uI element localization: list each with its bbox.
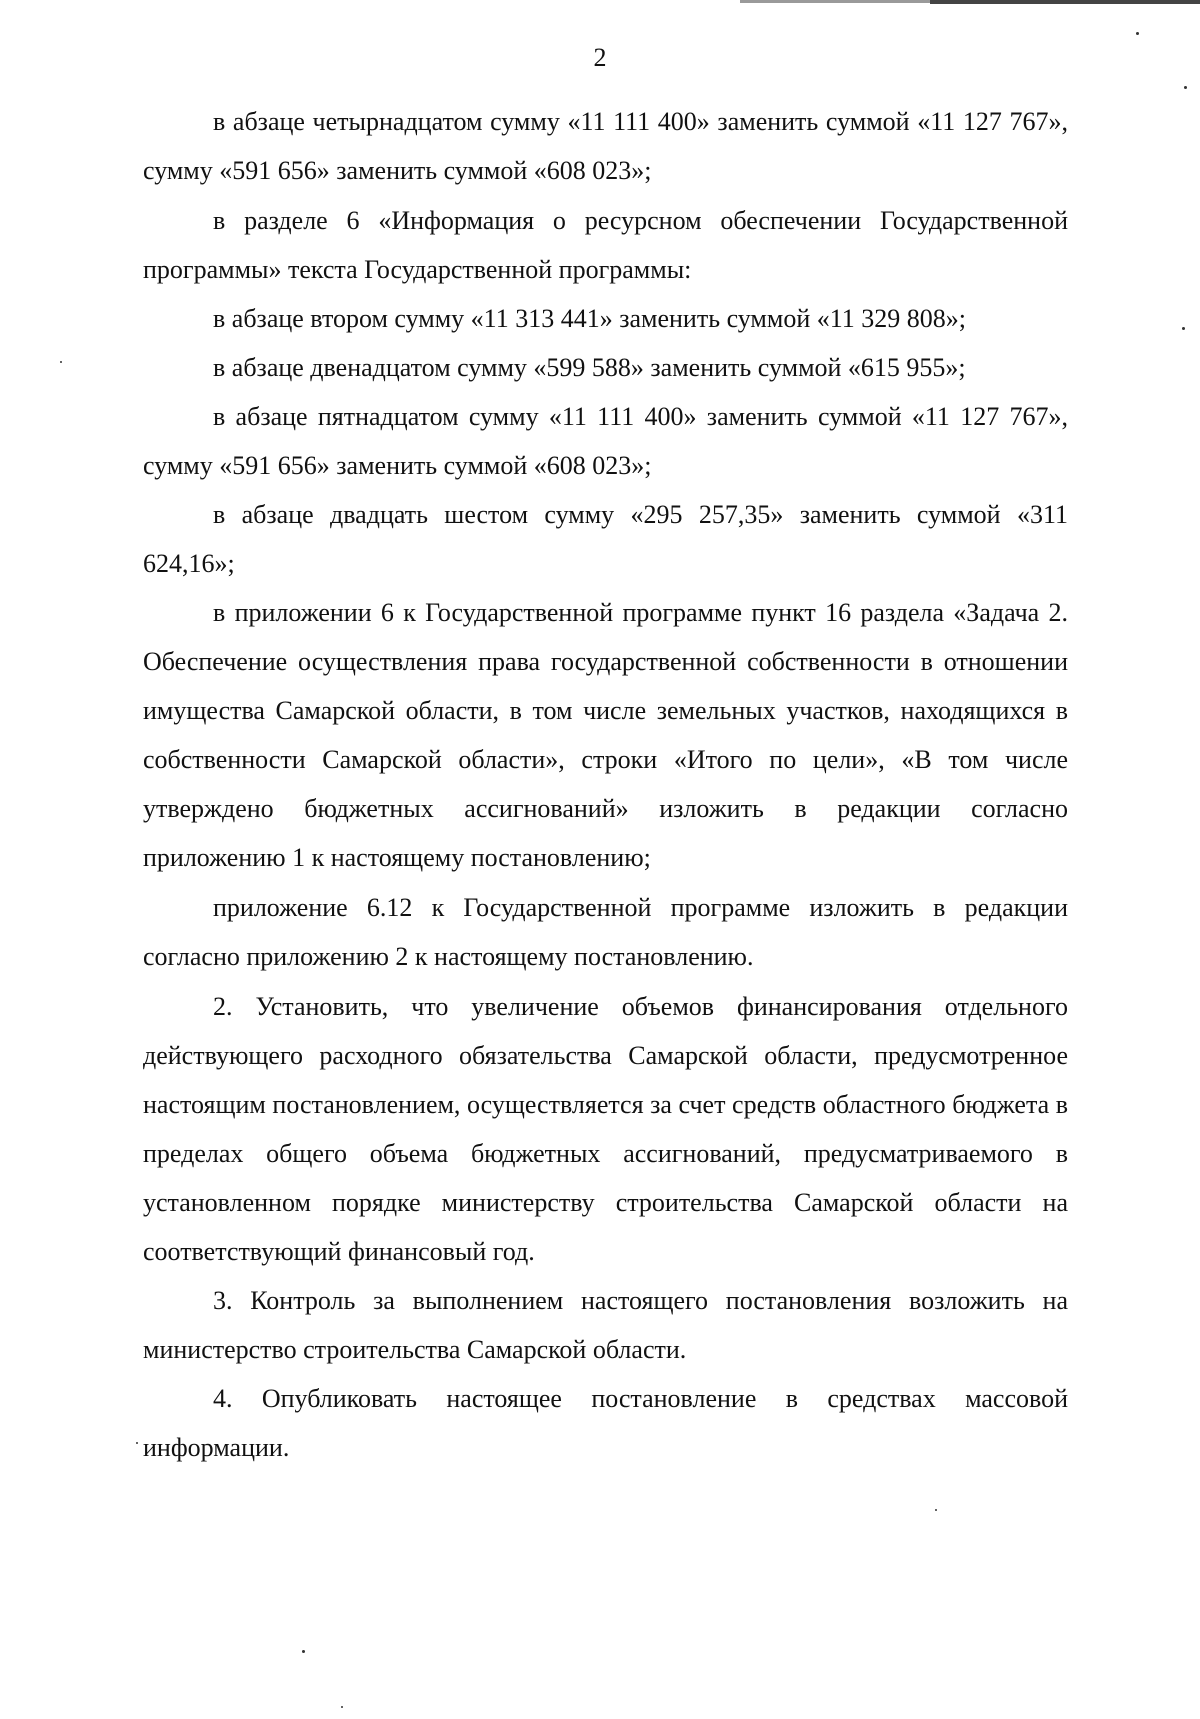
scan-speck — [1184, 86, 1187, 89]
page-number: 2 — [593, 43, 607, 72]
paragraph: в абзаце двенадцатом сумму «599 588» заменить суммой «615 955»; — [213, 353, 966, 382]
paragraph: 2. Установить, что увеличение объемов финансирования отдельного действующего расходного обязательства Самарской области, предусмотренное настоящим постановлением, осуществляется за счет средств областного бюджета в пределах общего объема бюджетных ассигнований, предусматриваемого в установленном порядке министерству строительства Самарской области на соответствующий финансовый год. — [143, 992, 1068, 1266]
paragraph: 4. Опубликовать настоящее постановление в средствах массовой информации. — [143, 1384, 1068, 1462]
scan-speck — [302, 1650, 305, 1653]
scan-speck — [341, 1706, 343, 1708]
scan-edge-line-dark — [930, 0, 1200, 4]
paragraph: в приложении 6 к Государственной программе пункт 16 раздела «Задача 2. Обеспечение осуществления права государственной собственности в отношении имущества Самарской области, в том числе земельных участков, находящихся в собственности Самарской области», строки «Итого по цели», «В том числе утверждено бюджетных ассигнований» изложить в редакции согласно приложению 1 к настоящему постановлению; — [143, 598, 1068, 872]
paragraph: в абзаце двадцать шестом сумму «295 257,35» заменить суммой «311 624,16»; — [143, 500, 1068, 578]
paragraph: в абзаце четырнадцатом сумму «11 111 400» заменить суммой «11 127 767», сумму «591 656» заменить суммой «608 023»; — [143, 107, 1068, 185]
paragraph: 3. Контроль за выполнением настоящего постановления возложить на министерство строительства Самарской области. — [143, 1286, 1068, 1364]
scan-speck — [60, 361, 62, 363]
paragraph: в разделе 6 «Информация о ресурсном обеспечении Государственной программы» текста Государственной программы: — [143, 206, 1068, 284]
scan-speck — [935, 1509, 937, 1511]
document-body — [143, 97, 1068, 1472]
scan-speck — [136, 1442, 138, 1444]
paragraph: приложение 6.12 к Государственной программе изложить в редакции согласно приложению 2 к настоящему постановлению. — [143, 893, 1068, 971]
scan-speck — [1182, 327, 1185, 330]
scan-speck — [1136, 32, 1139, 35]
paragraph: в абзаце пятнадцатом сумму «11 111 400» заменить суммой «11 127 767», сумму «591 656» заменить суммой «608 023»; — [143, 402, 1068, 480]
paragraph: в абзаце втором сумму «11 313 441» заменить суммой «11 329 808»; — [213, 304, 966, 333]
